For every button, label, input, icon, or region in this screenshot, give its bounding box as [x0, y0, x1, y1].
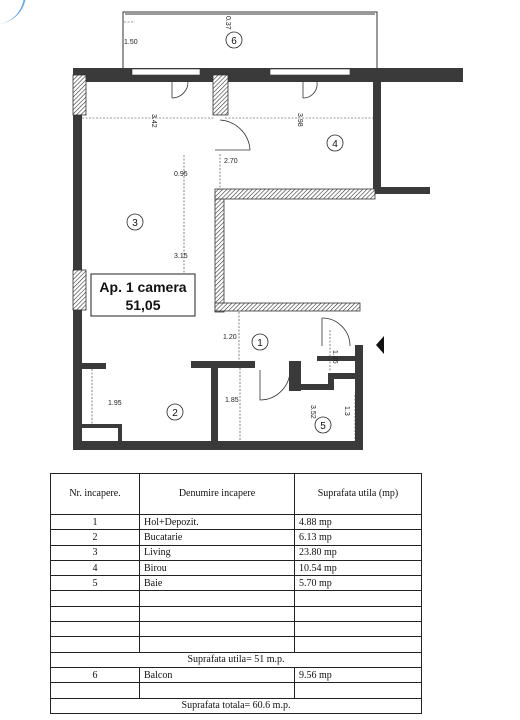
dim-label: 1.3: [343, 406, 350, 416]
room-marker-4: 4: [332, 139, 338, 150]
table-row: [51, 515, 422, 530]
table-row: [51, 530, 422, 545]
row-name: Hol+Depozit.: [140, 515, 295, 530]
row-area: 5.70 mp: [295, 576, 422, 591]
dim-label: 1.26: [331, 350, 338, 364]
empty-row: [51, 606, 422, 621]
balcony-row: [51, 667, 422, 682]
row-area: 23.80 mp: [295, 545, 422, 560]
row-nr: 4: [51, 560, 140, 575]
row-area: 6.13 mp: [295, 530, 422, 545]
row-nr: 2: [51, 530, 140, 545]
empty-row: [51, 591, 422, 606]
row-name: Balcon: [140, 667, 295, 682]
dim-label: 0.95: [174, 171, 188, 178]
dim-label: 3.52: [309, 405, 316, 419]
row-area: 10.54 mp: [295, 560, 422, 575]
room-marker-1: 1: [257, 338, 263, 349]
table-header-row: [51, 474, 422, 515]
table-row: [51, 560, 422, 575]
dim-label: 1.20: [223, 334, 237, 341]
subtotal-row: [51, 652, 422, 667]
dim-label: 3.98: [296, 113, 303, 127]
balcony-outline: [123, 12, 377, 70]
table-row: [51, 545, 422, 560]
row-name: Baie: [140, 576, 295, 591]
row-area: 9.56 mp: [295, 667, 422, 682]
row-nr: 3: [51, 545, 140, 560]
row-area: 4.88 mp: [295, 515, 422, 530]
empty-row: [51, 637, 422, 652]
subtotal-text: Suprafata utila= 51 m.p.: [51, 652, 422, 667]
dim-label: 1.85: [225, 397, 239, 404]
dim-label: 2.70: [224, 158, 238, 165]
row-nr: 6: [51, 667, 140, 682]
row-nr: 5: [51, 576, 140, 591]
apartment-title: Ap. 1 camera: [99, 279, 187, 295]
doors: [172, 82, 350, 400]
dim-label: 3.42: [150, 114, 157, 128]
room-marker-3: 3: [132, 218, 138, 229]
dim-label: 1.95: [108, 400, 122, 407]
exterior-walls: [73, 68, 463, 450]
total-text: Suprafata totala= 60.6 m.p.: [51, 698, 422, 713]
table-row: [51, 576, 422, 591]
room-marker-6: 6: [231, 36, 237, 47]
room-area-table: [50, 473, 422, 714]
apartment-label: [91, 274, 195, 316]
room-marker-5: 5: [320, 421, 326, 432]
room-marker-2: 2: [172, 408, 178, 419]
header-name: Denumire incapere: [140, 474, 295, 515]
row-name: Birou: [140, 560, 295, 575]
dim-label: 1.50: [124, 39, 138, 46]
header-nr: Nr. incapere.: [51, 474, 140, 515]
dim-label: 3.15: [174, 253, 188, 260]
header-area: Suprafata utila (mp): [295, 474, 422, 515]
empty-row: [51, 622, 422, 637]
row-nr: 1: [51, 515, 140, 530]
total-row: [51, 698, 422, 713]
dim-label: 0.37: [224, 16, 231, 30]
entrance-arrow-icon: [376, 336, 384, 354]
row-name: Bucatarie: [140, 530, 295, 545]
empty-row: [51, 683, 422, 698]
apartment-area: 51,05: [125, 297, 161, 313]
room-markers: [127, 32, 343, 433]
row-name: Living: [140, 545, 295, 560]
